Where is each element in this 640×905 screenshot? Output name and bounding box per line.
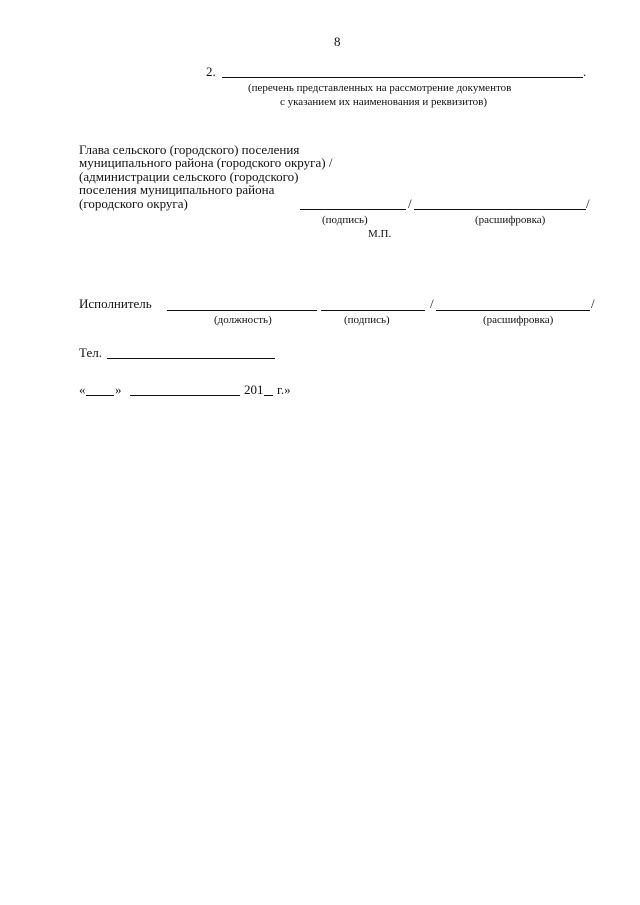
date-month-field (130, 395, 240, 396)
item-number: 2. (206, 64, 216, 79)
head-end-slash: / (586, 196, 590, 211)
head-title-line: поселения муниципального района (79, 182, 275, 198)
phone-label: Тел. (79, 345, 102, 360)
documents-caption-line1: (перечень представленных на рассмотрение документов (248, 82, 512, 94)
head-decoding-caption: (расшифровка) (475, 214, 546, 226)
item-period: . (583, 64, 587, 79)
head-decoding-field (414, 209, 586, 210)
executor-position-field (167, 310, 317, 311)
executor-label: Исполнитель (79, 296, 152, 311)
executor-decoding-caption: (расшифровка) (483, 314, 554, 326)
head-title-line: Глава сельского (городского) поселения (79, 142, 300, 157)
head-title-line: муниципального района (городского округа) / (79, 155, 333, 171)
page-number: 8 (334, 34, 341, 49)
head-title (79, 143, 332, 210)
documents-caption-line2: с указанием их наименования и реквизитов) (280, 96, 488, 108)
executor-signature-field (321, 310, 425, 311)
date-year-field (264, 395, 273, 396)
executor-end-slash: / (591, 296, 595, 311)
executor-separator: / (430, 296, 434, 311)
date-year-prefix: 201 (244, 382, 264, 397)
head-title-line: (городского округа) (79, 195, 188, 211)
date-year-suffix: г.» (277, 382, 291, 397)
head-title-line: (администрации сельского (городского) (79, 168, 299, 184)
head-signature-field (300, 209, 406, 210)
phone-field (107, 358, 275, 359)
seal-mark: М.П. (368, 228, 392, 240)
documents-list-field (222, 77, 583, 78)
executor-signature-caption: (подпись) (344, 314, 390, 326)
head-separator: / (408, 196, 412, 211)
date-day-field (86, 395, 114, 396)
executor-position-caption: (должность) (214, 314, 272, 326)
date-open-quote: « (79, 382, 86, 397)
executor-decoding-field (436, 310, 590, 311)
head-signature-caption: (подпись) (322, 214, 368, 226)
date-close-quote: » (115, 382, 122, 397)
